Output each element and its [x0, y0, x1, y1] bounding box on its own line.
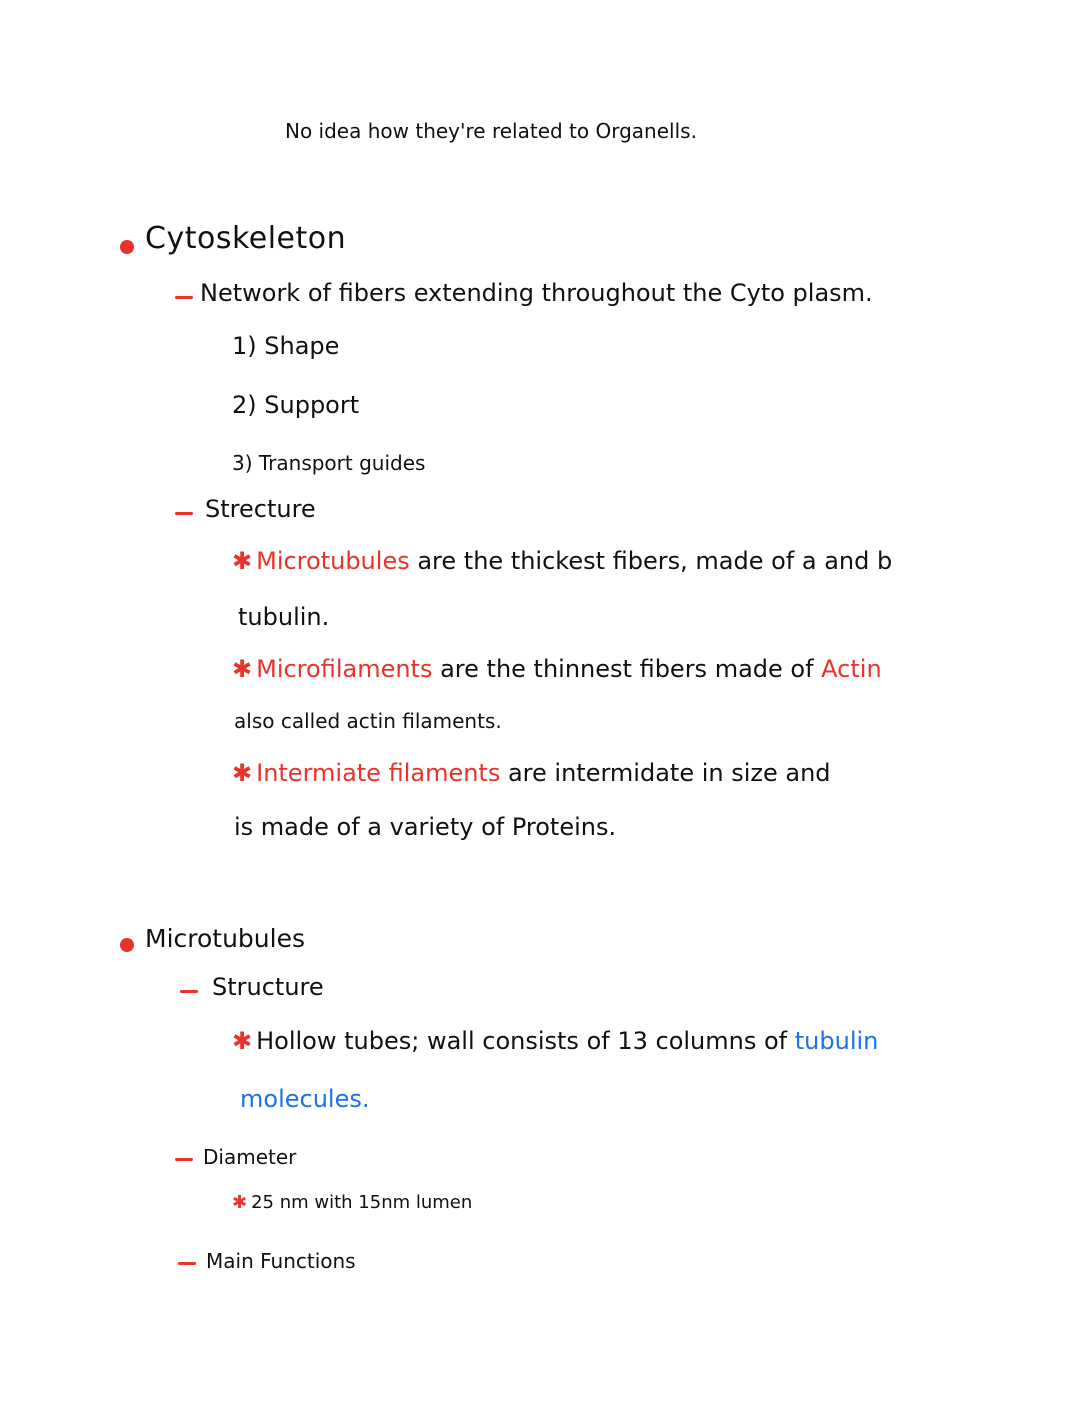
function-item-shape: 1) Shape	[232, 332, 340, 360]
microtubules-desc: are the thickest fibers, made of a and b	[409, 547, 893, 575]
microtubules-bullet	[120, 938, 134, 952]
diameter-label: Diameter	[203, 1145, 297, 1169]
intermediate-line2: is made of a variety of Proteins.	[234, 813, 617, 841]
microtubules-line2: tubulin.	[238, 603, 330, 631]
intermediate-desc: are intermidate in size and	[500, 759, 831, 787]
definition-dash	[175, 296, 193, 299]
structure-dash	[175, 512, 193, 515]
diameter-dash	[175, 1158, 193, 1161]
mt-structure-label: Structure	[212, 973, 324, 1001]
asterisk-icon: ✱	[232, 1027, 253, 1055]
main-functions-label: Main Functions	[206, 1249, 356, 1273]
hollow-tubes-desc: Hollow tubes; wall consists of 13 columns of	[256, 1027, 795, 1055]
asterisk-icon: ✱	[232, 547, 253, 575]
asterisk-icon: ✱	[232, 1192, 248, 1213]
microtubules-term: Microtubules	[256, 547, 410, 575]
asterisk-icon: ✱	[232, 655, 253, 683]
tubulin-term: tubulin	[794, 1027, 879, 1055]
microtubules-heading: Microtubules	[145, 924, 305, 953]
microfilaments-line	[232, 656, 882, 682]
microtubules-line	[232, 548, 892, 574]
intro-note: No idea how they're related to Organells.	[285, 119, 697, 143]
microfilaments-line2: also called actin filaments.	[234, 709, 502, 733]
asterisk-icon: ✱	[232, 759, 253, 787]
function-item-support: 2) Support	[232, 391, 360, 419]
cytoskeleton-definition: Network of fibers extending throughout the Cyto plasm.	[200, 279, 873, 307]
functions-dash	[178, 1262, 196, 1265]
actin-term: Actin	[821, 655, 882, 683]
intermediate-line	[232, 760, 831, 786]
diameter-value: 25 nm with 15nm lumen	[251, 1192, 473, 1213]
microfilaments-desc: are the thinnest fibers made of	[432, 655, 822, 683]
diameter-value-line	[232, 1193, 472, 1213]
cytoskeleton-heading: Cytoskeleton	[145, 221, 347, 256]
hollow-tubes-line	[232, 1028, 878, 1054]
intermediate-term: Intermiate filaments	[256, 759, 501, 787]
structure-label: Strecture	[205, 495, 316, 523]
microfilaments-term: Microfilaments	[256, 655, 433, 683]
function-item-transport: 3) Transport guides	[232, 451, 426, 475]
cytoskeleton-bullet	[120, 240, 134, 254]
mt-structure-dash	[180, 990, 198, 993]
molecules-term: molecules.	[240, 1085, 370, 1113]
